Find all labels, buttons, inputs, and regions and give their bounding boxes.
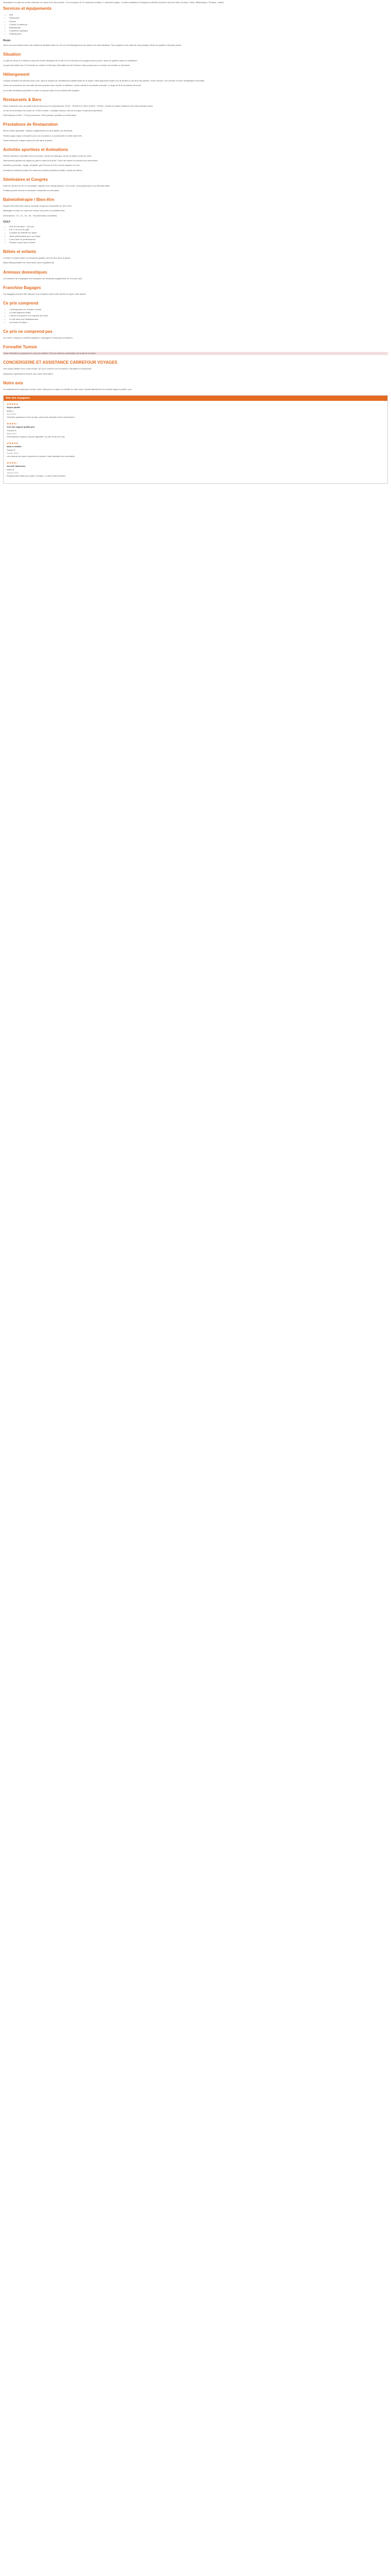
bienetre-text-1: Espace bien-être avec sauna, hammam et jacuzzi accessible de 10h à 20h. [3, 205, 72, 208]
avis-title: Notre avis [3, 380, 23, 385]
bebes-text-2: Baby-sitting possible sur réservation (avec supplément). [3, 261, 55, 264]
prix-item: • Les taxes de séjour [9, 321, 388, 324]
review-item [7, 442, 384, 458]
hebergement-text-1: Chaque chambre est décorée avec soin, dans le respect de l'architecture traditionnelle de la région. Elles disposent toutes d'un lit double ou de deux lits simples, d'une armoire, d'un bureau et d'une climatisation réversible. [3, 79, 205, 82]
conciergerie-text-1: Une équipe dédiée est à votre écoute 7j/7 pour réserver vos excursions, transferts et restaurants. [3, 367, 92, 370]
service-item: • Chambres familiales [9, 29, 388, 32]
intro-text: Description Ce gîte est un lieu d'accueil, de repos et de découverte ; il se compose de 12 chambres doubles, 4 chambres triples, 2 suites familiales et d'espaces collectifs ouverts à tous les hôtes (Cuisine, Salon, Bibliothèque, Terrasse, Jardin). [3, 1, 224, 4]
rating-stars-icon: ★★★★☆ [7, 462, 19, 465]
review-author: Marie L. [7, 409, 14, 412]
golf-title: GOLF [3, 220, 10, 224]
conciergerie-text-2: Assistance rapatriement incluse pour toute réservation. [3, 372, 54, 375]
rating-stars-icon: ★★★★★ [7, 442, 19, 446]
golf-item: • Location de matériel sur place [9, 231, 388, 234]
service-item: • Piscine [9, 20, 388, 23]
hebergement-title: Hébergement [3, 72, 30, 77]
formalites-title: Formalité Tunisie [3, 345, 37, 350]
services-list [9, 13, 388, 36]
service-item: • Bibliothèque [9, 26, 388, 29]
service-item: • Restaurant [9, 16, 388, 20]
reviews-panel [3, 395, 388, 484]
prestations-text-3: Soirée barbecue chaque samedi en été dans le jardin. [3, 139, 53, 142]
golf-item: • Par 72 à 8 km du gîte [9, 228, 388, 231]
bienetre-title: Balnéothérapie / Bien-être [3, 197, 55, 202]
rating-stars-icon: ★★★★★ [7, 403, 19, 406]
prestations-text-1: Menu enfant disponible. Options végétariennes et sans gluten sur demande. [3, 129, 73, 132]
hebergement-text-2: Toutes les chambres ont une salle de bain privative avec douche à l'italienne, sèche-cheveux et produits d'accueil. Le linge de lit et de toilette est fourni. [3, 84, 142, 87]
situation-title: Situation [3, 52, 21, 57]
activites-title: Activités sportives et Animations [3, 147, 68, 152]
prixne-text: Les dîners, boissons, activités payantes, massages et assurance annulation. [3, 336, 73, 339]
activites-text-4: Animations enfants pendant les vacances scolaires (ateliers créatifs, chasse au trésor). [3, 168, 83, 172]
hebergement-text-3: Les suites familiales possèdent en plus un espace salon et une kitchenette équipée. [3, 89, 80, 92]
review-title: Accueil chaleureux [7, 465, 26, 468]
service-item: • Parking privé [9, 32, 388, 36]
golf-item: • Tarifs préférentiels pour nos hôtes [9, 235, 388, 238]
reviews-header: Avis des voyageurs [4, 396, 387, 401]
review-date: Mars 2024 [7, 432, 17, 435]
franchise-title: Franchise Bagages [3, 285, 41, 290]
review-author: Karim B. [7, 468, 15, 471]
review-text: Chambre spacieuse et très propre, personnel adorable. Nous reviendrons ! [7, 415, 75, 418]
review-date: Janvier 2024 [7, 471, 19, 474]
review-item [7, 403, 384, 419]
review-author: Thomas D. [7, 429, 17, 432]
restaurants-title: Restaurants & Bars [3, 97, 42, 102]
animaux-title: Animaux domestiques [3, 269, 47, 275]
prix-item: • L'hébergement en chambre double [9, 308, 388, 311]
activites-text-3: Activités à proximité : kayak, escalade, golf 18 trous à 8 km, centre équestre à 5 km. [3, 164, 80, 167]
review-title: Très bon rapport qualité-prix [7, 426, 35, 429]
bienetre-text-2: Massages et soins du corps sur rendez-vous avec nos praticiennes. [3, 209, 66, 212]
seminaires-text-1: Salle de réunion de 60 m² modulable, équipée d'un vidéoprojecteur, d'un écran, d'un paperboard et du wifi haut débit. [3, 184, 110, 187]
restaurants-text-2: Le bar de la terrasse est ouvert de 17h00 à minuit : cocktails maison, vins de la région et planches apéritives. [3, 109, 103, 112]
franchise-text: Vos bagages peuvent être déposés à la réception avant votre arrivée et après votre départ. [3, 292, 87, 295]
review-date: Avril 2024 [7, 412, 16, 415]
review-date: Février 2024 [7, 451, 19, 454]
services-title: Services et équipements [3, 6, 52, 11]
seminaires-text-2: Forfaits journée d'étude et séminaire résidentiel sur demande. [3, 189, 60, 192]
prix-item: • Le wifi dans tout l'établissement [9, 318, 388, 321]
service-item: • Wifi [9, 13, 388, 16]
prix-item: • L'accès à la piscine et à l'espace bien-être [9, 314, 388, 317]
page [0, 0, 391, 485]
review-text: Petit-déjeuner copieux, piscine agréable. Un peu de bruit le soir. [7, 435, 66, 438]
review-text: Emplacement idéal pour visiter la région. Le dîner était excellent. [7, 474, 66, 478]
prestations-title: Prestations de Restauration [3, 122, 58, 127]
prestations-text-2: Paniers pique-nique à emporter pour vos excursions, à commander la veille avant 20h. [3, 134, 83, 137]
golf-item: • Practice ouvert toute l'année [9, 241, 388, 244]
review-title: Idéal en famille [7, 445, 22, 448]
bebes-text-1: Lit bébé et chaise haute sur demande (gratuit). Aire de jeux dans le jardin. [3, 257, 71, 260]
golf-item: • Golf du Domaine - 18 trous [9, 225, 388, 228]
activites-text-2: Randonnées guidées au départ du gîte le mardi et le jeudi. Cours de cuisine le mercredi sur réservation. [3, 159, 99, 162]
animaux-text: Les animaux de compagnie sont acceptés sur demande (supplément de 10 € par nuit). [3, 277, 83, 280]
activites-text-1: Piscine extérieure chauffée d'avril à octobre, terrain de pétanque, tennis de table et prêt de vélos. [3, 155, 92, 158]
review-text: Les enfants ont adoré le jardin et la piscine. Suite familiale très confortable. [7, 455, 75, 457]
review-item [7, 422, 384, 438]
conciergerie-title: CONCIERGERIE ET ASSISTANCE CARREFOUR VOYAGES [3, 360, 118, 365]
review-author: Sophie R. [7, 448, 16, 451]
restaurants-text-1: Notre restaurant vous accueille tous les jours pour le petit-déjeuner (7h30 - 10h30) et le dîner (19h00 - 22h00). Cuisine de saison élaborée avec des produits locaux. [3, 104, 154, 107]
bienetre-text-3: Informations : 04 - 12 - 34 - 56 - 78 (réservation conseillée) [3, 214, 57, 217]
reviews-body [4, 401, 387, 483]
room-text: Nous vous accueillons dans une ambiance familiale dans l'un de nos 18 hébergements (du studio à la suite familiale). Tous équipés d'une salle de bain privative, literie de qualité et terrasse privée. [3, 43, 182, 46]
rating-stars-icon: ★★★★☆ [7, 422, 19, 426]
service-item: • Cuisine & barbecue [9, 23, 388, 26]
review-item [7, 462, 384, 478]
situation-text-2: La gare ferroviaire est à 10 minutes en voiture et l'aéroport international à 40 minutes. Nous proposons un service de navette sur demande. [3, 64, 131, 67]
golf-list [9, 225, 388, 244]
prixne-title: Ce prix ne comprend pas [3, 329, 53, 334]
formalites-text: Carte d'identité ou passeport en cours de validité. Pour les mineurs, autorisation de sortie de territoire. [3, 352, 388, 355]
review-title: Séjour parfait [7, 406, 20, 409]
prix-title: Ce prix comprend [3, 300, 39, 306]
seminaires-title: Séminaires et Congrès [3, 177, 48, 182]
room-title: Room [3, 39, 11, 42]
restaurants-text-3: Petit-déjeuner buffet : 12 € par personne. Demi-pension possible sur réservation. [3, 114, 77, 117]
prix-list [9, 308, 388, 324]
avis-text: Un établissement chaleureux et bien situé, idéal pour un séjour en famille ou entre amis. Accueil attentionné et excellent rapport qualité / prix. [3, 387, 132, 391]
situation-text-1: Le gîte se trouve à 5 minutes à pied du centre historique de la ville et à 15 minutes de la plage la plus proche, dans un quartier calme et résidentiel. [3, 59, 138, 62]
bebes-title: Bébés et enfants [3, 249, 37, 255]
golf-item: • Cours avec un professionnel [9, 238, 388, 241]
prix-item: • Le petit-déjeuner buffet [9, 311, 388, 314]
